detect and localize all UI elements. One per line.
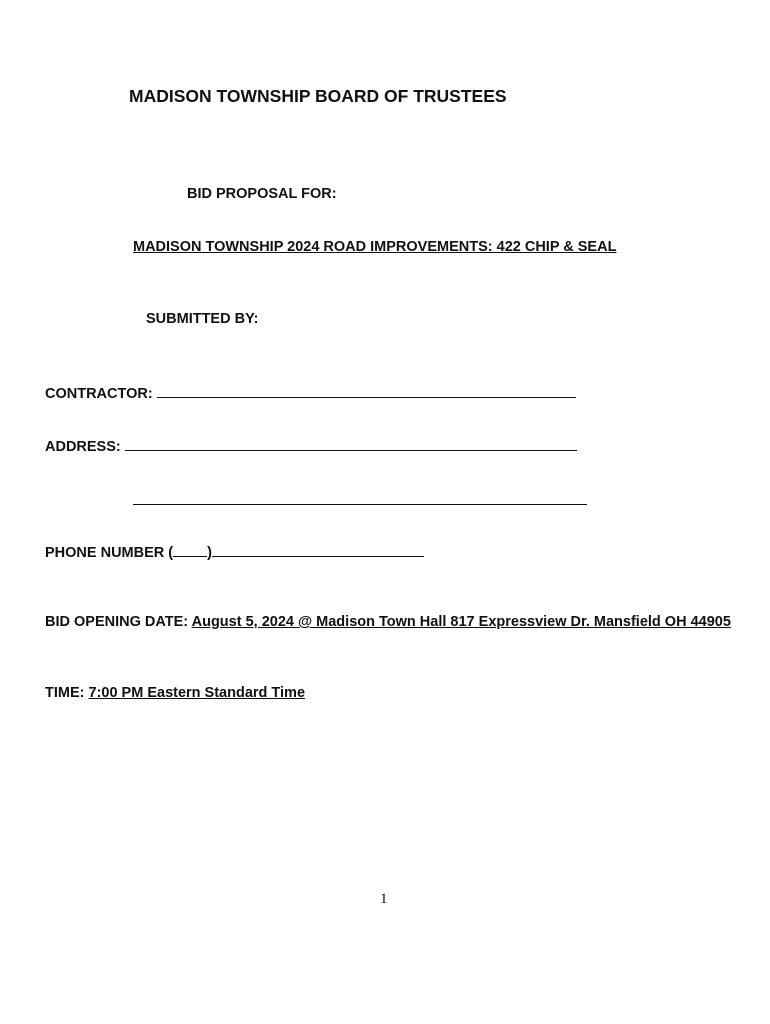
time-value: 7:00 PM Eastern Standard Time [88, 685, 306, 701]
phone-label: PHONE NUMBER ( [45, 545, 174, 561]
address-blank-field-2[interactable] [133, 490, 587, 505]
time-row [45, 685, 305, 702]
bid-opening-label: BID OPENING DATE: [45, 614, 189, 630]
time-label: TIME: [45, 685, 85, 701]
bid-opening-row [45, 614, 735, 631]
document-title: MADISON TOWNSHIP BOARD OF TRUSTEES [129, 86, 507, 106]
bid-opening-value: August 5, 2024 @ Madison Town Hall 817 Expressview Dr. Mansfield OH 44905 [191, 614, 731, 630]
address-label: ADDRESS: [45, 439, 121, 455]
phone-area-code-blank[interactable] [173, 542, 207, 557]
submitted-by-label: SUBMITTED BY: [146, 311, 259, 327]
bid-proposal-label: BID PROPOSAL FOR: [187, 186, 337, 202]
contractor-blank-field[interactable] [157, 383, 576, 398]
project-name: MADISON TOWNSHIP 2024 ROAD IMPROVEMENTS: 422 CHIP & SEAL [133, 239, 617, 255]
contractor-row [45, 383, 576, 403]
phone-paren-close: ) [207, 545, 212, 561]
phone-row [45, 542, 424, 562]
page-number: 1 [380, 891, 388, 907]
address-blank-field[interactable] [125, 436, 577, 451]
address-line-2 [133, 490, 587, 510]
contractor-label: CONTRACTOR: [45, 386, 153, 402]
address-row [45, 436, 577, 456]
phone-number-blank[interactable] [212, 542, 424, 557]
